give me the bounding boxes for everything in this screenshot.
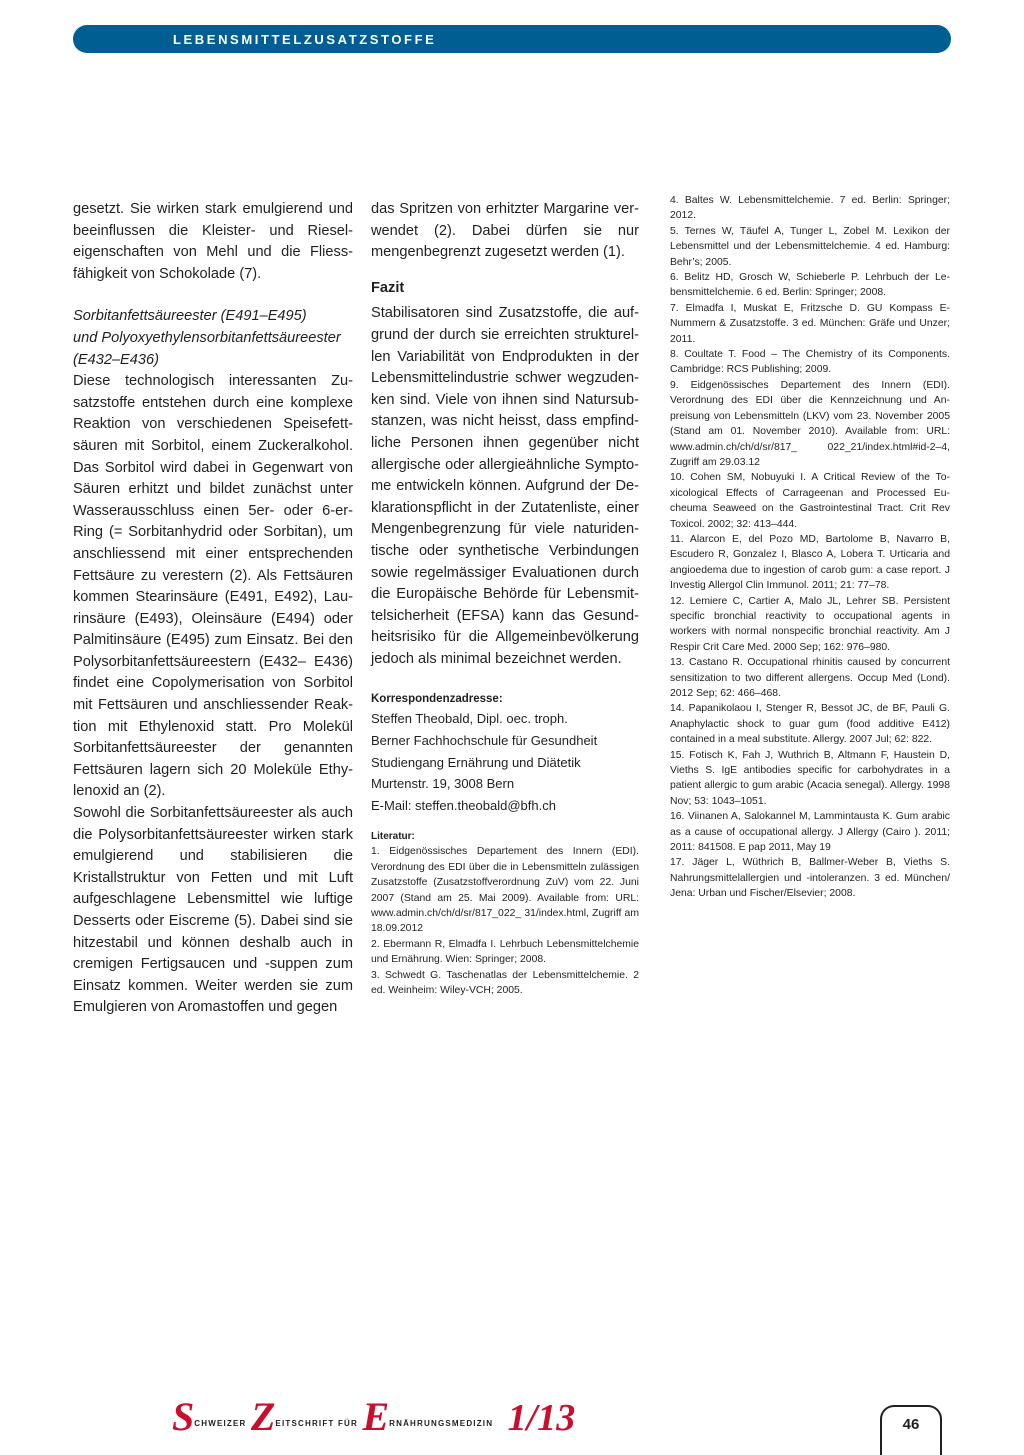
paragraph: Diese technologisch interessanten Zusatzstoffe entstehen durch eine komplexe Reaktion von verschiedenen Speisefettsäuren mit Sorbitol, einem Zuckeralkohol. Das Sorbitol wird dabei in Gegenwart von Säuren erhitzt und bildet zunächst unter Wasserausschluss einen 5er- oder 6-er-Ring (= Sorbitanhydrid oder Sorbitan), um anschliessend mit einer entsprechenden Fettsäure zu verestern (2). Als Fettsäuren kommen Stearinsäure (E491, E492), Laurinsäure (E493), Oleinsäure (E494) oder Palmitinsäure (E495) zum Einsatz. Bei den Polysorbitanfettsäureestern (E432– E436) findet eine Copolymerisation von Sorbitol mit Fettsäuren und anschliessender Reaktion mit Ethylenoxid statt. Pro Molekül Sorbitanfettsäureester der genannten Fettsäuren lagern sich 20 Moleküle Ethylenoxid an (2). — [73, 373, 353, 800]
paragraph: gesetzt. Sie wirken stark emulgierend und beeinflussen die Kleister- und Rieseleigenschaften von Mehl und die Fliessfähigkeit von Schokolade (7). — [73, 201, 353, 282]
reference-item: 5. Ternes W, Täufel A, Tunger L, Zobel M. Lexikon der Lebensmittel und der Lebensmittelchemie. 4 ed. Hamburg: Behr’s; 2005. — [670, 225, 950, 268]
header-bar — [73, 25, 951, 53]
correspondence-line: Steffen Theobald, Dipl. oec. troph. — [371, 711, 568, 727]
logo-word: CHWEIZER — [194, 1419, 247, 1428]
subheading: und Polyoxyethylensorbitanfettsäureester (E432–E436) — [73, 329, 341, 368]
correspondence-title: Korrespondenzadresse: — [371, 693, 503, 706]
reference-item: 15. Fotisch K, Fah J, Wuthrich B, Altmann F, Haustein D, Vieths S. IgE antibodies specific for carbohydrates in a patient allergic to gum arabic (Acacia senegal). Allergy. 1998 Nov; 53: 1043–1051. — [670, 749, 950, 807]
reference-item: 17. Jäger L, Wüthrich B, Ballmer-Weber B, Vieths S. Nahrungsmittelallergien und -intoleranzen. 3 ed. München/ Jena: Urban und Fischer/Elsevier; 2008. — [670, 857, 950, 900]
reference-item: 11. Alarcon E, del Pozo MD, Bartolome B, Navarro B, Escudero R, Gonzalez I, Blasco A, Lobera T. Urticaria and angioedema due to ingestion of carob gum: a case report. J Investig Allergol Clin Immunol. 2011; 21: 77–78. — [670, 533, 950, 592]
journal-logo — [172, 1394, 772, 1440]
reference-item: 2. Ebermann R, Elmadfa I. Lehrbuch Lebensmittelchemie und Ernährung. Wien: Springer; 2008. — [371, 938, 639, 966]
fazit-heading: Fazit — [371, 279, 405, 296]
column-2 — [371, 199, 639, 999]
issue-number: 1/13 — [507, 1397, 576, 1439]
logo-letter-e: E — [362, 1394, 390, 1439]
reference-item: 3. Schwedt G. Taschenatlas der Lebensmittelchemie. 2 ed. Weinheim: Wiley-VCH; 2005. — [371, 969, 639, 997]
reference-item: 4. Baltes W. Lebensmittelchemie. 7 ed. Berlin: Springer; 2012. — [670, 195, 950, 222]
reference-item: 16. Viinanen A, Salokannel M, Lammintausta K. Gum arabic as a cause of occupational allergy. J Allergy (Cairo ). 2011; 2011: 841508. E pap 2011, May 19 — [670, 811, 950, 854]
reference-item: 6. Belitz HD, Grosch W, Schieberle P. Lehrbuch der Lebensmittelchemie. 6 ed. Berlin: Springer; 2008. — [670, 272, 950, 299]
reference-item: 7. Elmadfa I, Muskat E, Fritzsche D. GU Kompass E-Nummern & Zusatzstoffe. 3 ed. München: Gräfe und Unzer; 2011. — [670, 302, 950, 345]
logo-letter-s: S — [172, 1394, 195, 1439]
paragraph: Sowohl die Sorbitanfettsäureester als auch die Polysorbitanfettsäureester wirken stark emulgierend und stabilisieren die Kristallstruktur von Fetten und mit Luft aufgeschlagene Lebensmittel wie luftige Desserts oder Eiscreme (5). Dabei sind sie hitzestabil und können deshalb auch in cremigen Fertigsaucen und -suppen zum Einsatz kommen. Weiter werden sie zum Emulgieren von Aromastoffen und gegen — [73, 805, 353, 1016]
reference-item: 8. Coultate T. Food – The Chemistry of its Components. Cambridge: RCS Publishing; 2009. — [670, 349, 950, 376]
reference-item: 10. Cohen SM, Nobuyuki I. A Critical Review of the Toxicological Effects of Carrageenan and Processed Eucheuma Seaweed on the Gastrointestinal Tract. Crit Rev Toxicol. 2002; 32: 413–444. — [670, 472, 950, 530]
reference-item: 12. Lemiere C, Cartier A, Malo JL, Lehrer SB. Persistent specific bronchial reactivity to occupational agents in workers with normal nonspecific bronchial reactivity. Am J Respir Crit Care Med. 2000 Sep; 162: 976–980. — [670, 595, 950, 653]
column-3 — [670, 193, 950, 902]
reference-item: 13. Castano R. Occupational rhinitis caused by concurrent sensitization to two different allergens. Occup Med (Lond). 2012 Sep; 62: 466–468. — [670, 657, 950, 699]
correspondence-line: Berner Fachhochschule für Gesundheit — [371, 733, 598, 749]
literature-title: Literatur: — [371, 831, 415, 843]
correspondence-line: Murtenstr. 19, 3008 Bern — [371, 776, 515, 792]
correspondence-email[interactable]: E-Mail: steffen.theobald@bfh.ch — [371, 797, 556, 813]
paragraph: das Spritzen von erhitzter Margarine verwendet (2). Dabei dürfen sie nur mengenbegrenzt zugesetzt werden (1). — [371, 201, 639, 261]
paragraph: Stabilisatoren sind Zusatzstoffe, die aufgrund der durch sie erreichten strukturellen Variabilität von Endprodukten in der Lebensmittelindustrie schwer wegzudenken sind. Viele von ihnen sind Natursubstanzen, was nicht heisst, dass empfindliche Personen ihnen gegenüber nicht allergische oder allergieähnliche Symptome entwickeln können. Aufgrund der Deklarationspflicht in der Zutatenliste, einer Mengenbegrenzung für viele naturidentische oder synthetische Verbindungen sowie regelmässiger Evaluationen durch die Europäische Behörde für Lebensmittelsicherheit (EFSA) kann das Gesundheitsrisiko für die Allgemeinbevölkerung jedoch als minimal bezeichnet werden. — [371, 305, 639, 667]
logo-letter-z: Z — [250, 1394, 276, 1439]
page-number: 46 — [902, 1416, 920, 1433]
logo-word: EITSCHRIFT FÜR — [275, 1419, 358, 1428]
reference-item: 14. Papanikolaou I, Stenger R, Bessot JC, de BF, Pauli G. Anaphylactic shock to guar gum (food additive E412) contained in a meal substitute. Allergy. 2007 Jul; 62: 822. — [670, 703, 950, 746]
section-title: LEBENSMITTELZUSATZSTOFFE — [173, 32, 437, 47]
correspondence-line: Studiengang Ernährung und Diätetik — [371, 754, 581, 770]
reference-item: 9. Eidgenössisches Departement des Innern (EDI). Verordnung des EDI über die Kennzeichnung und Anpreisung von Lebensmitteln (LKV) vom 23. November 2005 (Stand am 01. November 2010). Available from: URL: www.admin.ch/ch/d/sr/817_ 022_21/index.html#id-2–4, Zugriff am 29.03.12 — [670, 379, 950, 468]
logo-word: RNÄHRUNGSMEDIZIN — [389, 1419, 494, 1428]
reference-item: 1. Eidgenössisches Departement des Innern (EDI). Verordnung des EDI über die in Lebensmitteln zulässigen Zusatzstoffe (Zusatzstoffverordnung ZuV) vom 22. Juni 2007 (Stand am 25. Mai 2009). Available from: URL: www.admin.ch/ch/d/sr/817_022_ 31/index.html, Zugriff am 18.09.2012 — [371, 846, 639, 935]
subheading: Sorbitanfettsäureester (E491–E495) — [73, 308, 307, 325]
column-1 — [73, 199, 353, 1019]
